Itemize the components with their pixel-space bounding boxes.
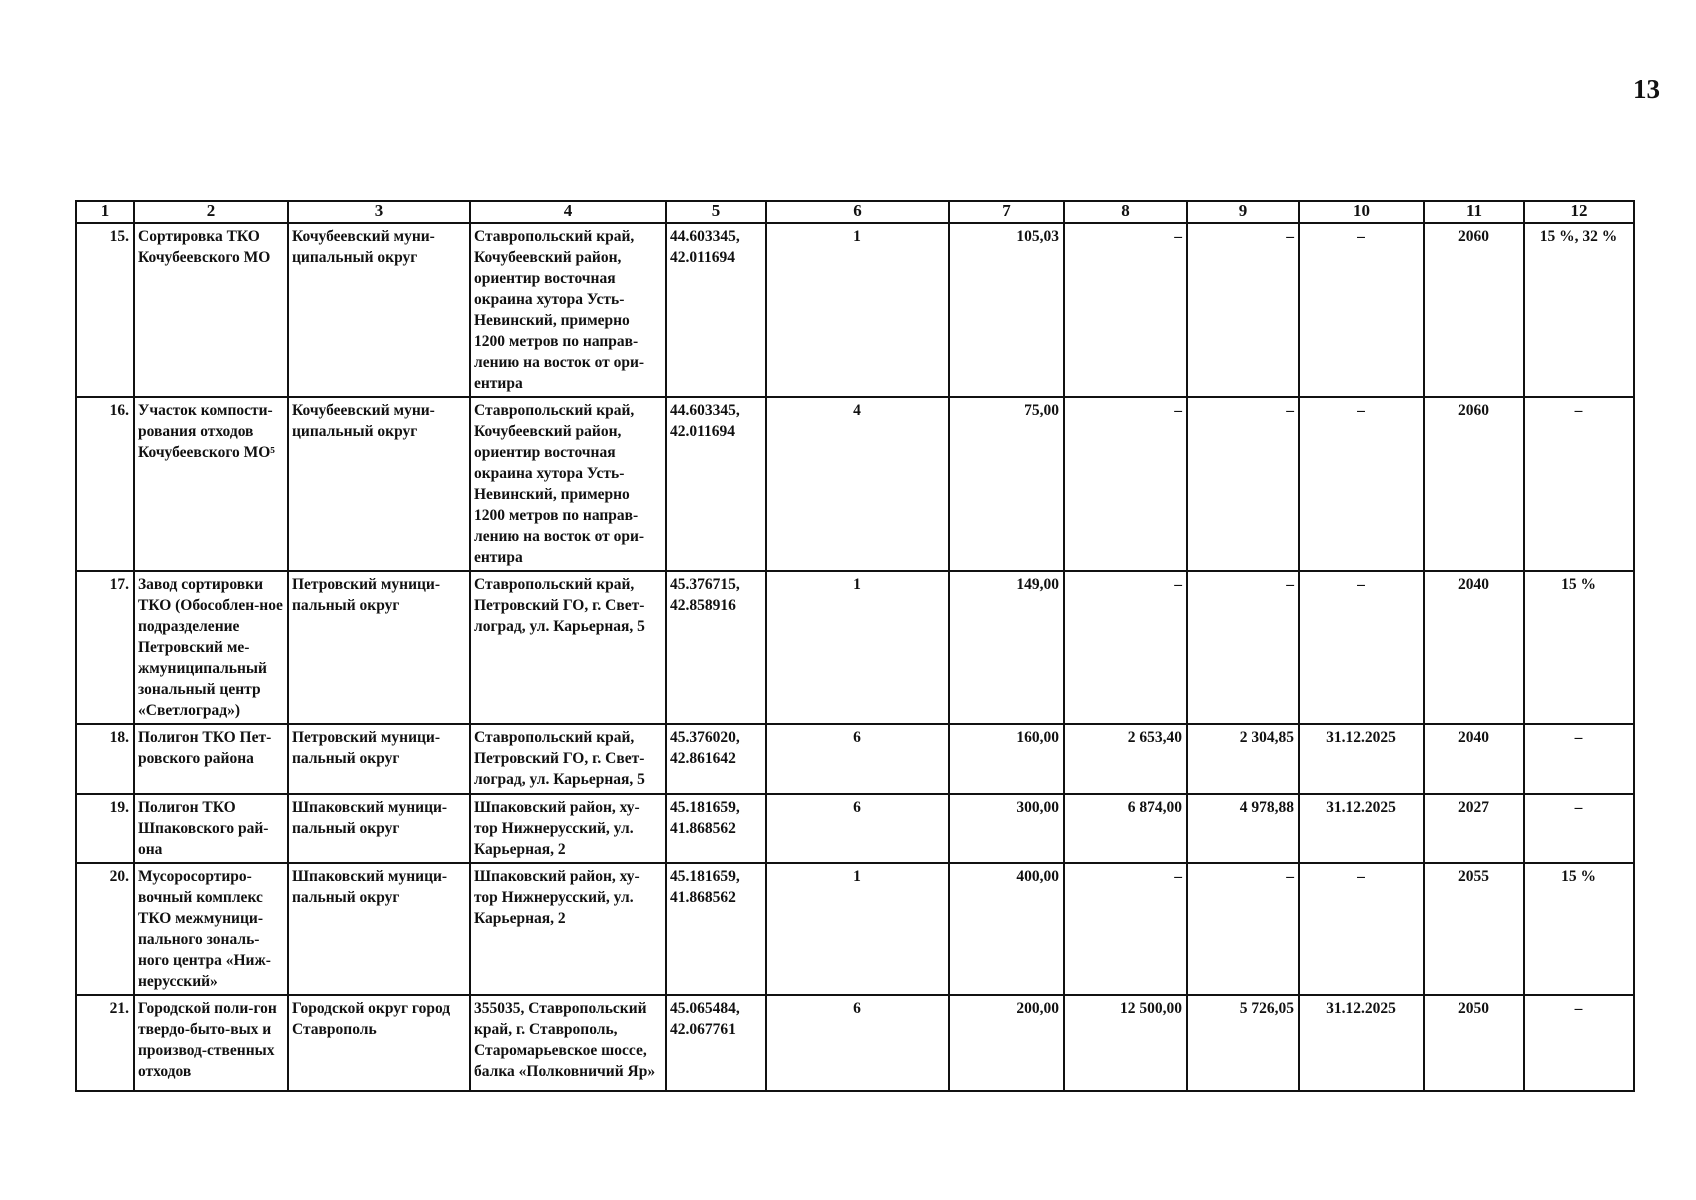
column-header-7: 7 [949, 201, 1064, 223]
column-header-8: 8 [1064, 201, 1187, 223]
date-cell: 31.12.2025 [1299, 794, 1424, 863]
table-body [76, 223, 1634, 1091]
address-cell: Шпаковский район, ху-тор Нижнерусский, ул. Карьерная, 2 [470, 863, 666, 995]
municipality-cell: Петровский муници-пальный округ [288, 571, 470, 724]
address-cell: Ставропольский край, Кочубеевский район, ориентир восточная окраина хутора Усть-Невинский, примерно 1200 метров по направ-лению на восток от ори-ентира [470, 397, 666, 571]
class-value-cell: 6 [766, 794, 949, 863]
capacity-cell: 149,00 [949, 571, 1064, 724]
facility-name-cell: Участок компости-рования отходов Кочубеевского МО⁵ [134, 397, 288, 571]
table-row [76, 571, 1634, 724]
date-cell: – [1299, 397, 1424, 571]
year-cell: 2060 [1424, 397, 1524, 571]
table-row [76, 223, 1634, 397]
design-volume-cell: – [1064, 571, 1187, 724]
accumulated-volume-cell: – [1187, 863, 1299, 995]
percent-cell: – [1524, 995, 1634, 1091]
coordinates-cell: 45.181659, 41.868562 [666, 863, 766, 995]
row-number-cell: 19. [76, 794, 134, 863]
column-header-10: 10 [1299, 201, 1424, 223]
row-number-cell: 18. [76, 724, 134, 794]
facility-name-cell: Полигон ТКО Пет-ровского района [134, 724, 288, 794]
percent-cell: – [1524, 724, 1634, 794]
class-value-cell: 4 [766, 397, 949, 571]
table-row [76, 794, 1634, 863]
table-row [76, 995, 1634, 1091]
municipality-cell: Кочубеевский муни-ципальный округ [288, 397, 470, 571]
municipality-cell: Шпаковский муници-пальный округ [288, 863, 470, 995]
facility-name-cell: Сортировка ТКО Кочубеевского МО [134, 223, 288, 397]
class-value-cell: 1 [766, 571, 949, 724]
capacity-cell: 105,03 [949, 223, 1064, 397]
address-cell: Ставропольский край, Кочубеевский район, ориентир восточная окраина хутора Усть-Невинский, примерно 1200 метров по направ-лению на восток от ори-ентира [470, 223, 666, 397]
table-row [76, 724, 1634, 794]
facility-name-cell: Городской поли-гон твердо-быто-вых и производ-ственных отходов [134, 995, 288, 1091]
date-cell: 31.12.2025 [1299, 995, 1424, 1091]
capacity-cell: 160,00 [949, 724, 1064, 794]
year-cell: 2050 [1424, 995, 1524, 1091]
percent-cell: 15 %, 32 % [1524, 223, 1634, 397]
row-number-cell: 21. [76, 995, 134, 1091]
facility-name-cell: Полигон ТКО Шпаковского рай-она [134, 794, 288, 863]
facility-name-cell: Мусоросортиро-вочный комплекс ТКО межмуници-пального зональ-ного центра «Ниж-нерусский» [134, 863, 288, 995]
column-header-9: 9 [1187, 201, 1299, 223]
row-number-cell: 17. [76, 571, 134, 724]
column-header-2: 2 [134, 201, 288, 223]
date-cell: – [1299, 223, 1424, 397]
design-volume-cell: 2 653,40 [1064, 724, 1187, 794]
page-number: 13 [1633, 74, 1660, 104]
address-cell: Шпаковский район, ху-тор Нижнерусский, ул. Карьерная, 2 [470, 794, 666, 863]
design-volume-cell: 6 874,00 [1064, 794, 1187, 863]
percent-cell: 15 % [1524, 863, 1634, 995]
coordinates-cell: 45.065484, 42.067761 [666, 995, 766, 1091]
date-cell: – [1299, 863, 1424, 995]
accumulated-volume-cell: – [1187, 223, 1299, 397]
column-header-3: 3 [288, 201, 470, 223]
column-header-4: 4 [470, 201, 666, 223]
coordinates-cell: 44.603345, 42.011694 [666, 223, 766, 397]
column-header-6: 6 [766, 201, 949, 223]
accumulated-volume-cell: 2 304,85 [1187, 724, 1299, 794]
accumulated-volume-cell: – [1187, 397, 1299, 571]
table-row [76, 397, 1634, 571]
accumulated-volume-cell: 4 978,88 [1187, 794, 1299, 863]
accumulated-volume-cell: – [1187, 571, 1299, 724]
row-number-cell: 15. [76, 223, 134, 397]
percent-cell: – [1524, 794, 1634, 863]
design-volume-cell: – [1064, 863, 1187, 995]
address-cell: 355035, Ставропольский край, г. Ставрополь, Старомарьевское шоссе, балка «Полковничий Яр» [470, 995, 666, 1091]
class-value-cell: 6 [766, 995, 949, 1091]
year-cell: 2027 [1424, 794, 1524, 863]
coordinates-cell: 45.376715, 42.858916 [666, 571, 766, 724]
capacity-cell: 200,00 [949, 995, 1064, 1091]
address-cell: Ставропольский край, Петровский ГО, г. Свет-лоград, ул. Карьерная, 5 [470, 724, 666, 794]
class-value-cell: 6 [766, 724, 949, 794]
facility-name-cell: Завод сортировки ТКО (Обособлен-ное подразделение Петровский ме-жмуниципальный зональный центр «Светлоград») [134, 571, 288, 724]
coordinates-cell: 45.376020, 42.861642 [666, 724, 766, 794]
column-header-12: 12 [1524, 201, 1634, 223]
municipality-cell: Городской округ город Ставрополь [288, 995, 470, 1091]
year-cell: 2040 [1424, 724, 1524, 794]
coordinates-cell: 45.181659, 41.868562 [666, 794, 766, 863]
municipality-cell: Петровский муници-пальный округ [288, 724, 470, 794]
percent-cell: 15 % [1524, 571, 1634, 724]
municipality-cell: Шпаковский муници-пальный округ [288, 794, 470, 863]
column-header-5: 5 [666, 201, 766, 223]
header-row [76, 201, 1634, 223]
date-cell: 31.12.2025 [1299, 724, 1424, 794]
date-cell: – [1299, 571, 1424, 724]
accumulated-volume-cell: 5 726,05 [1187, 995, 1299, 1091]
table-row [76, 863, 1634, 995]
municipality-cell: Кочубеевский муни-ципальный округ [288, 223, 470, 397]
capacity-cell: 75,00 [949, 397, 1064, 571]
year-cell: 2040 [1424, 571, 1524, 724]
waste-facilities-table [75, 200, 1635, 1092]
design-volume-cell: – [1064, 223, 1187, 397]
address-cell: Ставропольский край, Петровский ГО, г. Свет-лоград, ул. Карьерная, 5 [470, 571, 666, 724]
design-volume-cell: 12 500,00 [1064, 995, 1187, 1091]
class-value-cell: 1 [766, 863, 949, 995]
percent-cell: – [1524, 397, 1634, 571]
column-header-1: 1 [76, 201, 134, 223]
year-cell: 2055 [1424, 863, 1524, 995]
capacity-cell: 300,00 [949, 794, 1064, 863]
year-cell: 2060 [1424, 223, 1524, 397]
row-number-cell: 20. [76, 863, 134, 995]
row-number-cell: 16. [76, 397, 134, 571]
capacity-cell: 400,00 [949, 863, 1064, 995]
coordinates-cell: 44.603345, 42.011694 [666, 397, 766, 571]
column-header-11: 11 [1424, 201, 1524, 223]
class-value-cell: 1 [766, 223, 949, 397]
design-volume-cell: – [1064, 397, 1187, 571]
